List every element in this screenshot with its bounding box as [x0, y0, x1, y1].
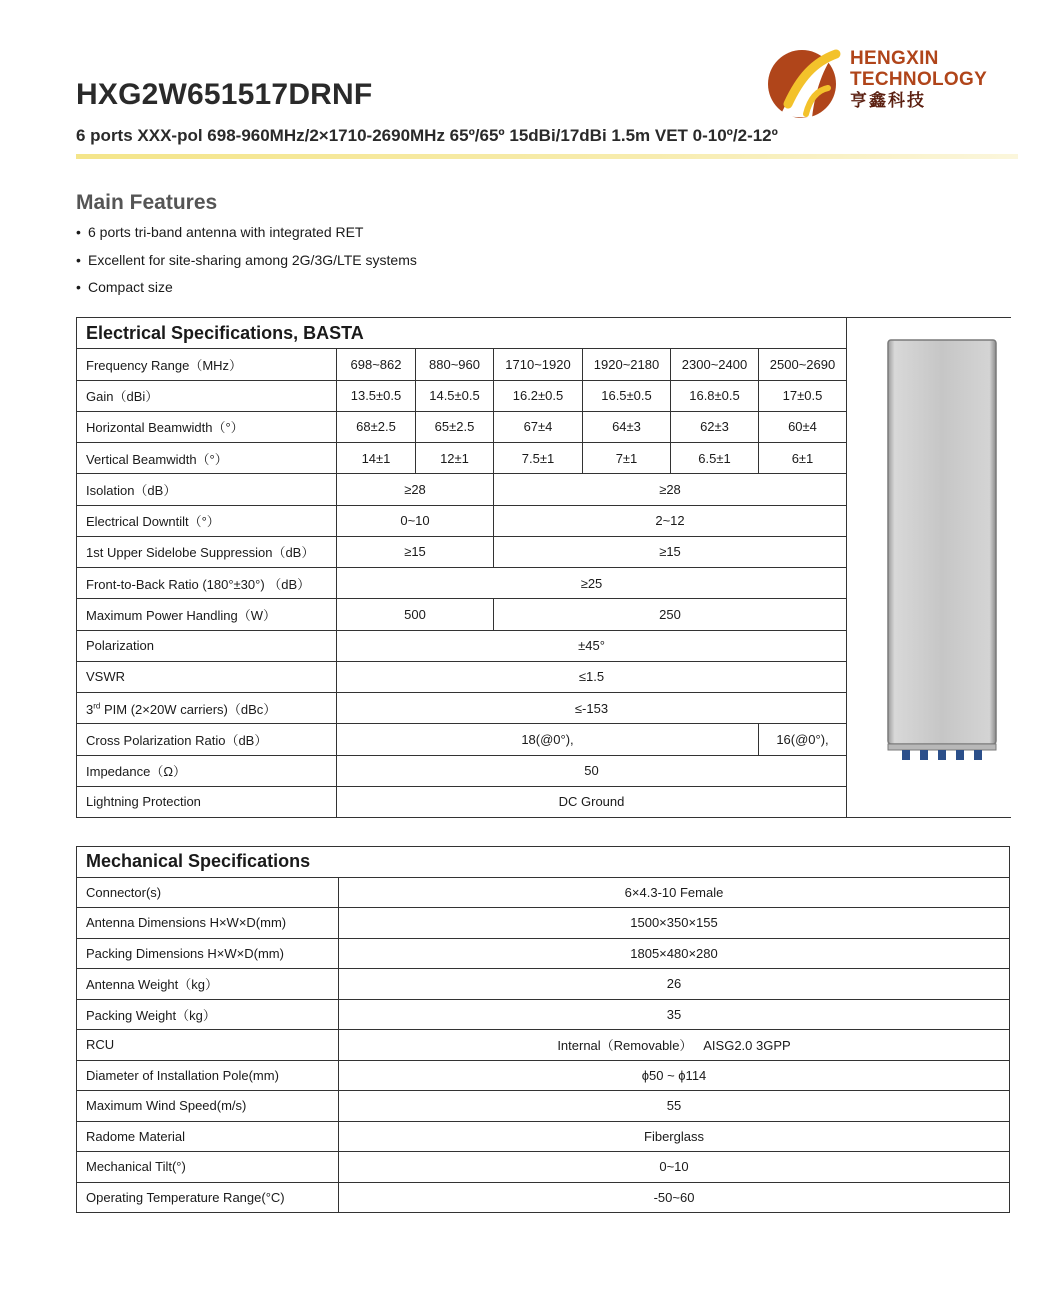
electrical-spec-table [76, 317, 1011, 818]
antenna-image [854, 318, 1004, 814]
spec-value: ≥28 [337, 474, 494, 505]
logo-line1: HENGXIN [850, 48, 939, 69]
spec-label: Polarization [77, 630, 337, 661]
spec-label: VSWR [77, 661, 337, 692]
spec-value: 6.5±1 [671, 443, 759, 474]
spec-value: ≥15 [337, 536, 494, 567]
spec-value: ≥15 [494, 536, 847, 567]
antenna-image-cell [847, 318, 1011, 818]
spec-label: Maximum Power Handling（W） [77, 599, 337, 630]
mech-row [77, 1121, 1010, 1152]
spec-value: 65±2.5 [416, 411, 494, 442]
spec-value: 16.8±0.5 [671, 380, 759, 411]
spec-value: Fiberglass [339, 1121, 1010, 1152]
spec-value: 14±1 [337, 443, 416, 474]
hengxin-logo-icon [766, 44, 846, 120]
spec-label: Antenna Weight（kg） [77, 969, 339, 1000]
mech-row [77, 1030, 1010, 1061]
features-list [76, 224, 417, 307]
spec-label: RCU [77, 1030, 339, 1061]
spec-value: ≥28 [494, 474, 847, 505]
spec-value: 55 [339, 1091, 1010, 1122]
spec-value: 60±4 [759, 411, 847, 442]
spec-value: 2~12 [494, 505, 847, 536]
spec-value: 698~862 [337, 349, 416, 380]
mech-row [77, 877, 1010, 908]
logo-line2: TECHNOLOGY [850, 69, 988, 90]
spec-value: 6±1 [759, 443, 847, 474]
spec-value: ±45° [337, 630, 847, 661]
spec-value: 50 [337, 755, 847, 786]
spec-label: Connector(s) [77, 877, 339, 908]
spec-value: ≤1.5 [337, 661, 847, 692]
spec-value: 26 [339, 969, 1010, 1000]
logo-line3: 亨鑫科技 [850, 91, 926, 110]
spec-label: Horizontal Beamwidth（°） [77, 411, 337, 442]
spec-value: 1500×350×155 [339, 908, 1010, 939]
mech-row [77, 908, 1010, 939]
spec-label: Gain（dBi） [77, 380, 337, 411]
mech-row [77, 938, 1010, 969]
spec-value: DC Ground [337, 786, 847, 817]
spec-value: 16.5±0.5 [583, 380, 671, 411]
spec-value: Internal（Removable） AISG2.0 3GPP [339, 1030, 1010, 1061]
spec-label [77, 693, 337, 724]
spec-value: 16(@0°), [759, 724, 847, 755]
pim-label-sup: rd [93, 701, 101, 711]
pim-label-rest: PIM (2×20W carriers)（dBc） [100, 701, 277, 717]
spec-value: 6×4.3-10 Female [339, 877, 1010, 908]
spec-label: Packing Weight（kg） [77, 999, 339, 1030]
spec-value: 250 [494, 599, 847, 630]
spec-value: 64±3 [583, 411, 671, 442]
spec-label: Electrical Downtilt（°） [77, 505, 337, 536]
spec-value: 0~10 [337, 505, 494, 536]
model-title: HXG2W651517DRNF [76, 78, 373, 111]
spec-value: ≥25 [337, 568, 847, 599]
spec-label: Radome Material [77, 1121, 339, 1152]
spec-value: 1805×480×280 [339, 938, 1010, 969]
spec-label: Antenna Dimensions H×W×D(mm) [77, 908, 339, 939]
spec-value: 2300~2400 [671, 349, 759, 380]
feature-item: • 6 ports tri-band antenna with integrated RET [76, 224, 417, 252]
model-subtitle: 6 ports XXX-pol 698-960MHz/2×1710-2690MHz 65º/65º 15dBi/17dBi 1.5m VET 0-10º/2-12º [76, 126, 778, 145]
spec-label: Front-to-Back Ratio (180°±30°) （dB） [77, 568, 337, 599]
feature-item: • Excellent for site-sharing among 2G/3G/LTE systems [76, 252, 417, 280]
mech-row [77, 1152, 1010, 1183]
spec-label: Maximum Wind Speed(m/s) [77, 1091, 339, 1122]
spec-value: -50~60 [339, 1182, 1010, 1213]
feature-item: • Compact size [76, 279, 417, 307]
spec-label: Vertical Beamwidth（°） [77, 443, 337, 474]
spec-value: 1710~1920 [494, 349, 583, 380]
spec-label: Operating Temperature Range(°C) [77, 1182, 339, 1213]
spec-value: 2500~2690 [759, 349, 847, 380]
spec-value: 18(@0°), [337, 724, 759, 755]
spec-value: 13.5±0.5 [337, 380, 416, 411]
spec-label: 1st Upper Sidelobe Suppression（dB） [77, 536, 337, 567]
spec-label: Lightning Protection [77, 786, 337, 817]
spec-value: 12±1 [416, 443, 494, 474]
logo-text [850, 48, 987, 112]
pim-label-number: 3 [86, 701, 94, 717]
spec-label: Frequency Range（MHz） [77, 349, 337, 380]
electrical-spec-title: Electrical Specifications, BASTA [77, 318, 847, 349]
spec-value: 880~960 [416, 349, 494, 380]
spec-value: ϕ50 ~ ϕ114 [339, 1060, 1010, 1091]
mech-row [77, 1091, 1010, 1122]
spec-value: 16.2±0.5 [494, 380, 583, 411]
mech-row [77, 969, 1010, 1000]
header-divider [76, 154, 1018, 159]
spec-label: Packing Dimensions H×W×D(mm) [77, 938, 339, 969]
mechanical-spec-table [76, 846, 1010, 1213]
spec-label: Impedance（Ω） [77, 755, 337, 786]
spec-value: 0~10 [339, 1152, 1010, 1183]
spec-value: 62±3 [671, 411, 759, 442]
spec-value: 68±2.5 [337, 411, 416, 442]
spec-value: ≤-153 [337, 693, 847, 724]
spec-value: 67±4 [494, 411, 583, 442]
spec-value: 17±0.5 [759, 380, 847, 411]
spec-value: 1920~2180 [583, 349, 671, 380]
spec-label: Cross Polarization Ratio（dB） [77, 724, 337, 755]
mech-row [77, 999, 1010, 1030]
spec-value: 7.5±1 [494, 443, 583, 474]
mechanical-spec-title: Mechanical Specifications [77, 847, 1010, 878]
spec-label: Mechanical Tilt(°) [77, 1152, 339, 1183]
spec-label: Isolation（dB） [77, 474, 337, 505]
spec-value: 14.5±0.5 [416, 380, 494, 411]
features-title: Main Features [76, 191, 218, 214]
mech-row [77, 1182, 1010, 1213]
mech-row [77, 1060, 1010, 1091]
spec-value: 35 [339, 999, 1010, 1030]
spec-label: Diameter of Installation Pole(mm) [77, 1060, 339, 1091]
spec-value: 500 [337, 599, 494, 630]
spec-value: 7±1 [583, 443, 671, 474]
